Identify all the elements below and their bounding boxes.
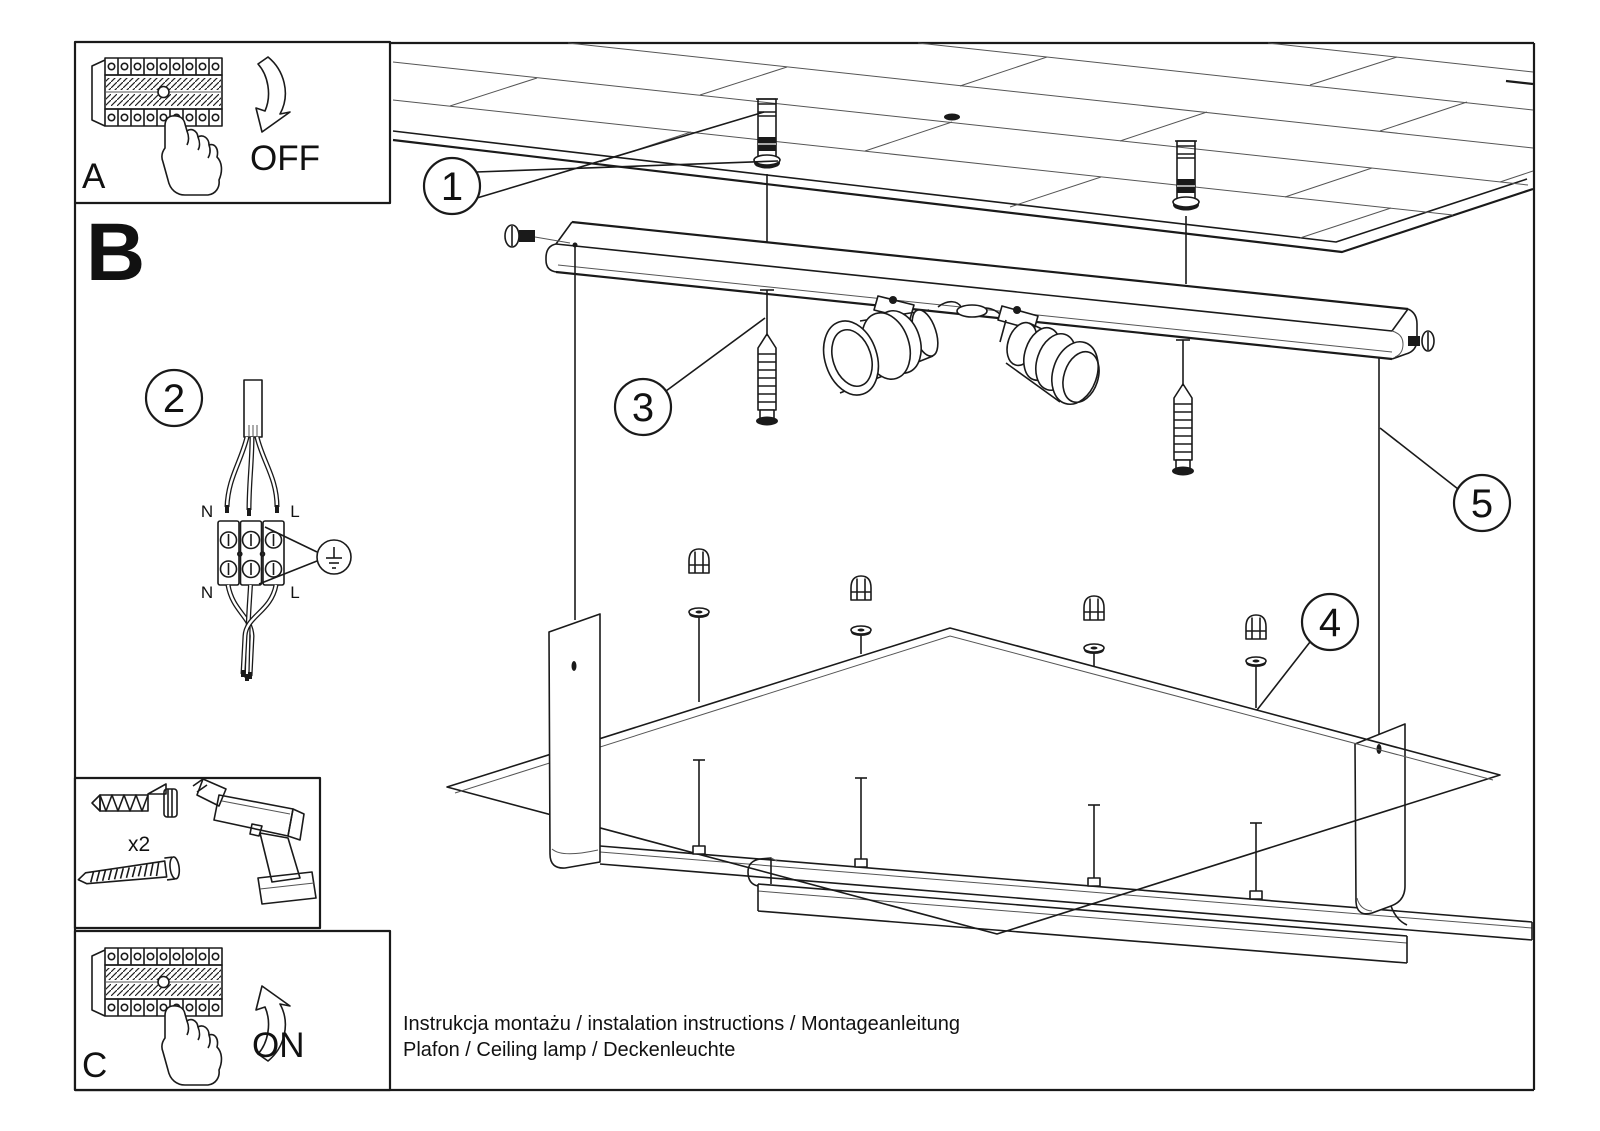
callout-4 [1257, 594, 1358, 710]
terminal-label-n-bottom: N [200, 583, 214, 602]
left-bracket [549, 614, 600, 868]
ceiling-anchor-1 [754, 99, 780, 169]
capnut-3 [1084, 596, 1104, 666]
ceiling-anchor-2 [1173, 141, 1199, 211]
mount-screw-right [1172, 340, 1194, 476]
ceiling-hole [944, 114, 960, 121]
section-b-label: B [86, 207, 146, 298]
svg-text:3: 3 [631, 386, 655, 430]
callout-1 [424, 112, 778, 214]
anchor-qty-label: x2 [128, 833, 151, 856]
panel-a [75, 42, 390, 203]
svg-text:5: 5 [1470, 482, 1494, 526]
off-label: OFF [250, 139, 320, 178]
bottom-cover [748, 858, 1407, 963]
stud-3 [1088, 805, 1100, 886]
glass-panel [447, 628, 1500, 934]
wiring-diagram [146, 370, 351, 681]
mounting-bar [546, 222, 1417, 359]
cable-wires-top [227, 437, 277, 516]
on-label: ON [252, 1026, 305, 1065]
panel-c-label: C [82, 1046, 108, 1085]
wire-junction [938, 302, 1004, 318]
main-diagram [393, 43, 1533, 963]
mount-screw-left [756, 290, 778, 426]
ceiling [393, 43, 1533, 252]
lamp-wires-bottom [228, 585, 276, 681]
terminal-label-n-top: N [200, 502, 214, 521]
spotlight-right [998, 306, 1106, 410]
right-bracket [1355, 724, 1407, 925]
footer-line-2: Plafon / Ceiling lamp / Deckenleuchte [403, 1039, 736, 1061]
panel-a-box [75, 42, 390, 203]
tools-box [75, 778, 320, 928]
footer [403, 1013, 960, 1061]
terminal-label-l-top: L [290, 502, 300, 521]
capnut-2 [851, 576, 871, 654]
wiring-step-number: 2 [162, 377, 186, 421]
capnut-1 [689, 549, 709, 702]
callout-3 [615, 318, 765, 435]
footer-line-1: Instrukcja montażu / instalation instructions / Montageanleitung [403, 1013, 960, 1035]
terminal-label-l-bottom: L [290, 583, 300, 602]
callout-5 [1380, 428, 1510, 531]
bar-screw-right [1408, 331, 1434, 351]
svg-text:4: 4 [1318, 601, 1342, 645]
spotlight-left [815, 296, 943, 402]
capnut-4 [1246, 615, 1266, 708]
stud-2 [855, 778, 867, 867]
stud-4 [1250, 823, 1262, 899]
panel-c [75, 931, 390, 1090]
stud-1 [693, 760, 705, 854]
svg-text:1: 1 [440, 165, 464, 209]
panel-a-label: A [82, 157, 106, 196]
